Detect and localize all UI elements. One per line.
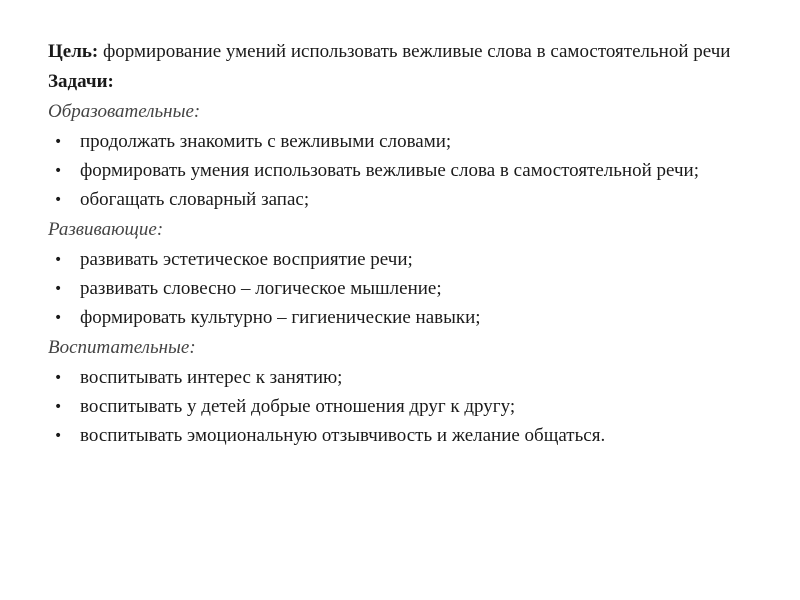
bullet-icon: • [54,252,63,268]
list-item-text: продолжать знакомить с вежливыми словами; [80,131,452,152]
bullet-icon: • [54,370,63,386]
developmental-list [48,248,760,330]
list-item-text: воспитывать у детей добрые отношения друг к другу; [80,396,516,417]
list-item-text: формировать культурно – гигиенические навыки; [80,307,481,328]
bullet-icon: • [54,192,63,208]
list-item-text: развивать эстетическое восприятие речи; [80,249,413,270]
goal-text: формирование умений использовать вежливые слова в самостоятельной речи [98,41,731,62]
list-item [48,424,760,448]
section-title-educational: Образовательные: [48,101,201,122]
bullet-icon: • [54,281,63,297]
list-item-text: воспитывать интерес к занятию; [80,367,343,388]
educational-list [48,130,760,212]
list-item [48,277,760,301]
list-item [48,159,760,183]
list-item [48,248,760,272]
bullet-icon: • [54,134,63,150]
list-item [48,188,760,212]
bullet-icon: • [54,399,63,415]
list-item-text: формировать умения использовать вежливые слова в самостоятельной речи; [80,160,699,181]
list-item-text: обогащать словарный запас; [80,189,310,210]
list-item [48,366,760,390]
goal-paragraph [48,40,760,64]
slide-content [48,40,760,454]
list-item [48,395,760,419]
list-item-text: воспитывать эмоциональную отзывчивость и желание общаться. [80,425,606,446]
bullet-icon: • [54,163,63,179]
bullet-icon: • [54,310,63,326]
section-title-upbringing: Воспитательные: [48,337,196,358]
upbringing-list [48,366,760,448]
list-item [48,306,760,330]
list-item-text: развивать словесно – логическое мышление; [80,278,442,299]
list-item [48,130,760,154]
tasks-title: Задачи: [48,71,114,92]
section-title-developmental: Развивающие: [48,219,164,240]
bullet-icon: • [54,428,63,444]
goal-label: Цель: [48,41,99,62]
